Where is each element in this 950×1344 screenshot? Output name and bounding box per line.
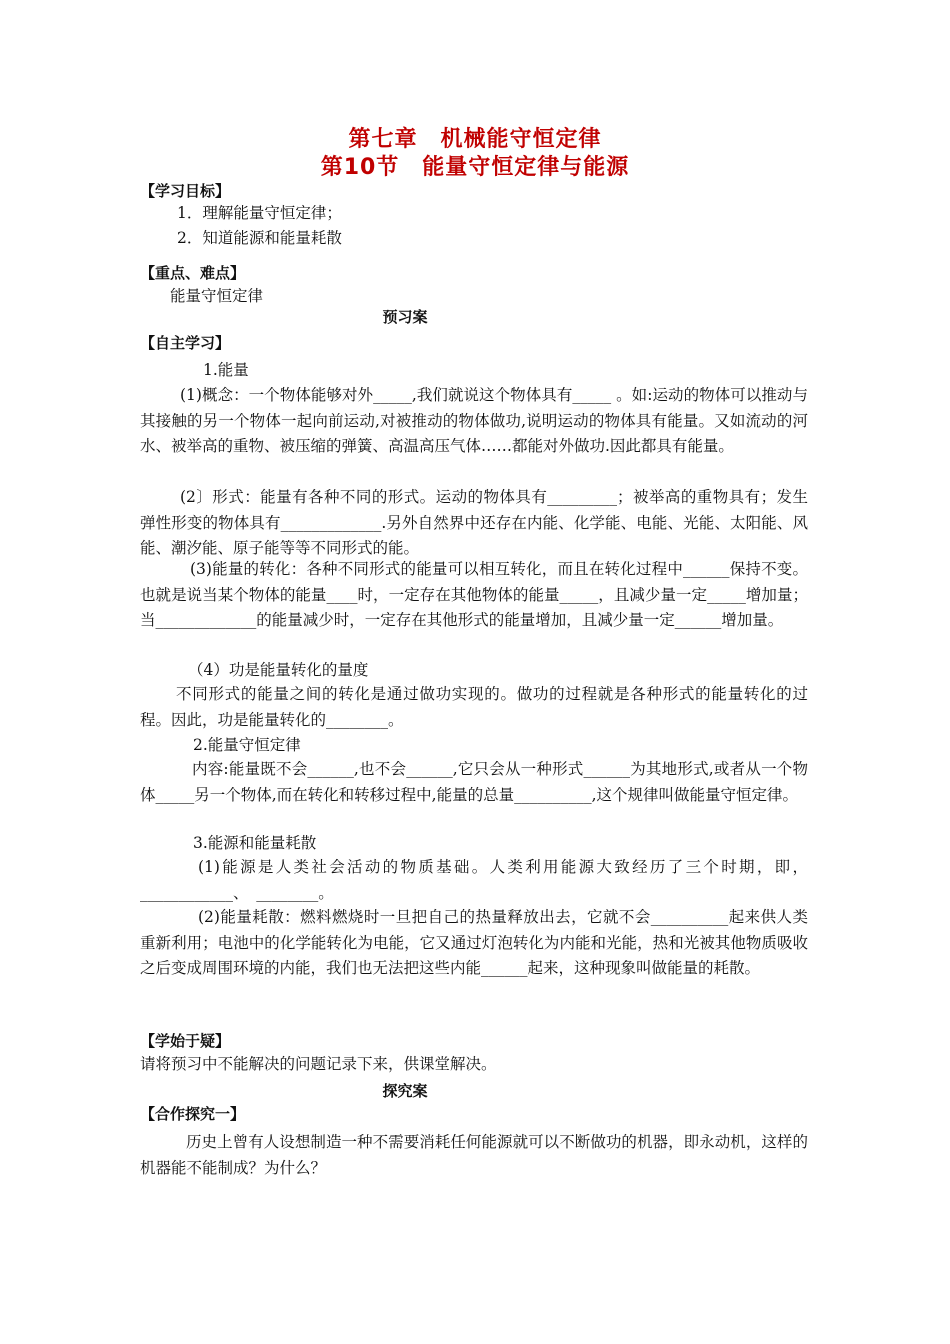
cooperative-inquiry-heading: 【合作探究一】 <box>140 1105 246 1123</box>
paragraph-conservation: 内容:能量既不会______,也不会______,它只会从一种形式______为其地形式,或者从一个物体_____另一个物体,而在转化和转移过程中,能量的总量__________,这个规律叫做能量守恒定律。 <box>140 760 808 804</box>
objective-item-1: 1．理解能量守恒定律； <box>177 204 342 222</box>
key-points-heading: 【重点、难点】 <box>140 264 246 282</box>
work-measure-title: （4）功是能量转化的量度 <box>188 661 369 679</box>
chapter-title: 第七章 机械能守恒定律 <box>348 127 602 152</box>
doubts-heading: 【学始于疑】 <box>140 1032 231 1050</box>
preview-heading: 预习案 <box>382 308 428 326</box>
paragraph-work: 不同形式的能量之间的转化是通过做功实现的。做功的过程就是各种形式的能量转化的过程。因此，功是能量转化的________。 <box>140 685 808 729</box>
doubts-text: 请将预习中不能解决的问题记录下来，供课堂解决。 <box>140 1055 497 1073</box>
paragraph-perpetual-motion: 历史上曾有人设想制造一种不需要消耗任何能源就可以不断做功的机器，即永动机，这样的机器能不能制成？为什么？ <box>140 1133 808 1177</box>
inquiry-heading: 探究案 <box>382 1082 428 1100</box>
objective-item-2: 2．知道能源和能量耗散 <box>177 229 342 247</box>
section-title: 第10节 能量守恒定律与能源 <box>320 155 630 180</box>
objectives-heading: 【学习目标】 <box>140 182 231 200</box>
self-study-heading: 【自主学习】 <box>140 334 231 352</box>
subsection-energy-title: 1.能量 <box>203 361 249 379</box>
key-points-text: 能量守恒定律 <box>170 287 264 305</box>
subsection-energy-sources-title: 3.能源和能量耗散 <box>193 834 317 852</box>
paragraph-concept: (1)概念：一个物体能够对外_____,我们就说这个物体具有_____ 。如:运动的物体可以推动与其接触的另一个物体一起向前运动,对被推动的物体做功,说明运动的物体具有能量。又如流动的河水、被举高的重物、被压缩的弹簧、高温高压气体……都能对外做功.因此都具有能量。 <box>140 386 808 455</box>
paragraph-energy-sources: (1)能源是人类社会活动的物质基础。人类利用能源大致经历了三个时期，即，____________、 ________。 <box>140 858 808 902</box>
paragraph-forms: (2〕形式：能量有各种不同的形式。运动的物体具有_________；被举高的重物具有；发生弹性形变的物体具有_____________.另外自然界中还存在内能、化学能、电能、光能、太阳能、风能、潮汐能、原子能等等不同形式的能。 <box>140 488 808 557</box>
paragraph-dissipation: (2)能量耗散：燃料燃烧时一旦把自己的热量释放出去，它就不会__________起来供人类重新利用；电池中的化学能转化为电能，它又通过灯泡转化为内能和光能，热和光被其他物质吸收之后变成周围环境的内能，我们也无法把这些内能______起来，这种现象叫做能量的耗散。 <box>140 908 808 977</box>
subsection-conservation-title: 2.能量守恒定律 <box>193 736 301 754</box>
paragraph-transformation: (3)能量的转化：各种不同形式的能量可以相互转化，而且在转化过程中______保持不变。也就是说当某个物体的能量____时，一定存在其他物体的能量_____，且减少量一定_____增加量；当_____________的能量减少时，一定存在其他形式的能量增加，且减少量一定______增加量。 <box>140 560 808 629</box>
